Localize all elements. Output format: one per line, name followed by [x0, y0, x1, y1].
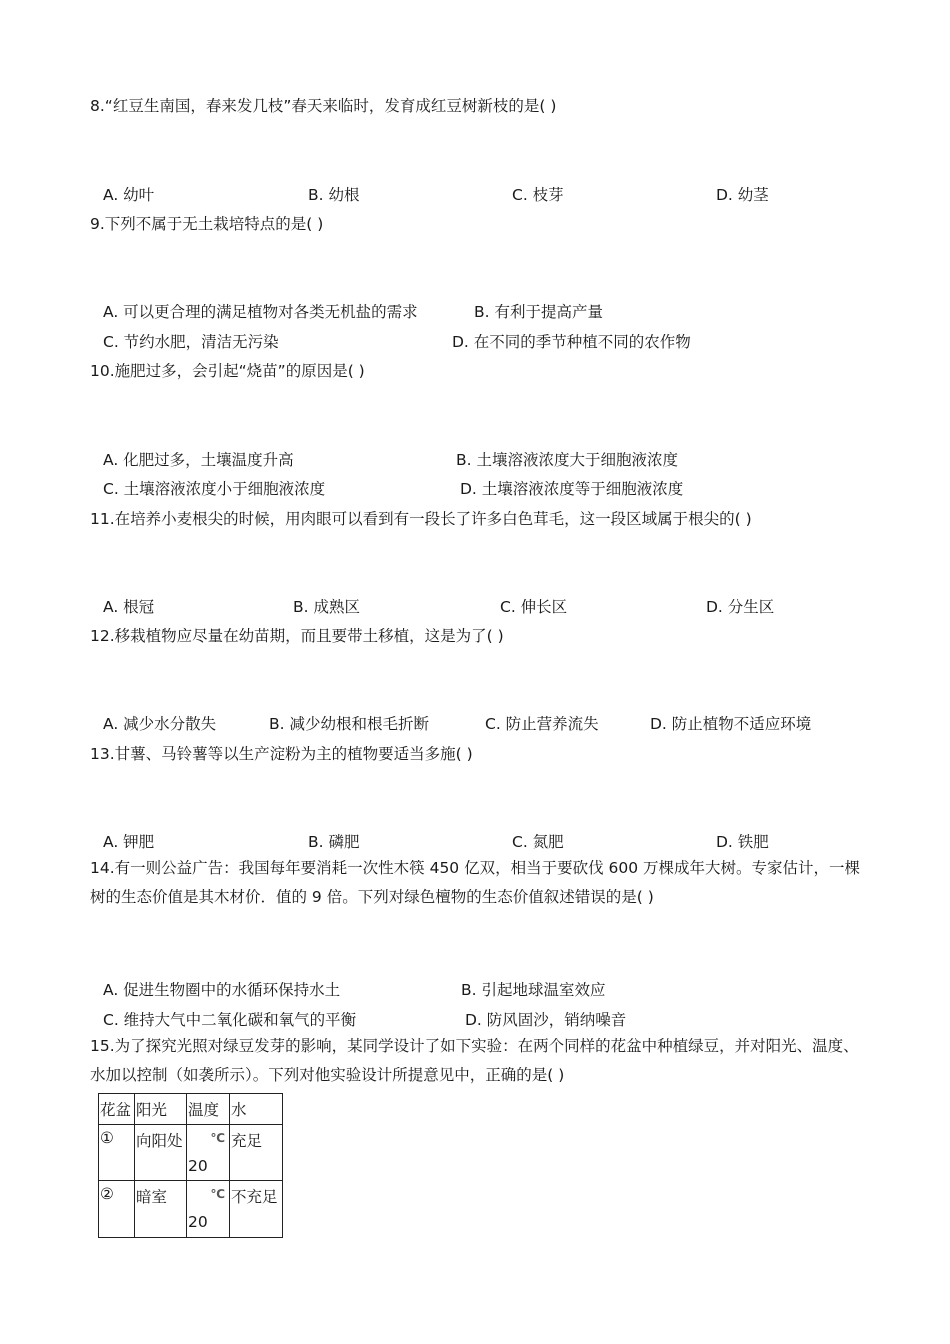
question-12-stem: 12.移栽植物应尽量在幼苗期，而且要带土移植，这是为了( ): [90, 627, 504, 645]
cell-sunlight: 向阳处: [135, 1125, 187, 1181]
header-water: 水: [230, 1094, 283, 1125]
question-8-option-a: A. 幼叶: [103, 186, 155, 204]
cell-pot: ②: [99, 1181, 135, 1238]
celsius-unit: ℃: [210, 1187, 225, 1201]
question-9-option-a: A. 可以更合理的满足植物对各类无机盐的需求: [103, 303, 418, 321]
question-13-option-c: C. 氮肥: [512, 833, 564, 851]
question-11-option-b: B. 成熟区: [293, 598, 360, 616]
question-12-option-c: C. 防止营养流失: [485, 715, 599, 733]
question-9-option-b: B. 有利于提高产量: [474, 303, 603, 321]
question-14-option-c: C. 维持大气中二氧化碳和氧气的平衡: [103, 1011, 357, 1029]
question-9-stem: 9.下列不属于无土栽培特点的是( ): [90, 215, 324, 233]
experiment-table: [98, 1093, 283, 1238]
question-15-stem: 15.为了探究光照对绿豆发芽的影响，某同学设计了如下实验：在两个同样的花盆中种植绿豆，并对阳光、温度、水加以控制（如袭所示）。下列对他实验设计所提意见中，正确的是( ): [90, 1037, 859, 1084]
cell-pot: ①: [99, 1125, 135, 1181]
cell-water: 充足: [230, 1125, 283, 1181]
question-14-option-b: B. 引起地球温室效应: [461, 981, 606, 999]
question-10-option-d: D. 土壤溶液浓度等于细胞液浓度: [460, 480, 684, 498]
question-11-stem: 11.在培养小麦根尖的时候，用肉眼可以看到有一段长了许多白色茸毛，这一段区域属于根尖的( ): [90, 510, 752, 528]
question-12-option-a: A. 减少水分散失: [103, 715, 217, 733]
question-8-option-b: B. 幼根: [308, 186, 360, 204]
question-14-option-d: D. 防风固沙，销纳噪音: [465, 1011, 627, 1029]
question-8-stem: 8.“红豆生南国，春来发几枝”春天来临时，发育成红豆树新枝的是( ): [90, 97, 557, 115]
question-8-option-c: C. 枝芽: [512, 186, 564, 204]
question-10-stem: 10.施肥过多，会引起“烧苗”的原因是( ): [90, 362, 365, 380]
question-9-option-c: C. 节约水肥，清洁无污染: [103, 333, 279, 351]
cell-water: 不充足: [230, 1181, 283, 1238]
cell-sunlight: 暗室: [135, 1181, 187, 1238]
table-row: [99, 1181, 283, 1238]
header-temperature: 温度: [187, 1094, 230, 1125]
celsius-unit: ℃: [210, 1131, 225, 1145]
question-13-option-d: D. 铁肥: [716, 833, 769, 851]
question-14-option-a: A. 促进生物圈中的水循环保持水土: [103, 981, 341, 999]
question-11-option-c: C. 伸长区: [500, 598, 568, 616]
table-row: [99, 1125, 283, 1181]
question-9-option-d: D. 在不同的季节种植不同的农作物: [452, 333, 691, 351]
question-10-option-b: B. 土壤溶液浓度大于细胞液浓度: [456, 451, 678, 469]
temperature-value: 20: [188, 1213, 208, 1231]
question-13-option-b: B. 磷肥: [308, 833, 360, 851]
question-14-stem: 14.有一则公益广告：我国每年要消耗一次性木筷 450 亿双，相当于要砍伐 600 万棵成年大树。专家估计，一棵树的生态价值是其木材价．值的 9 倍。下列对绿色檀物的生态价值叙述错误的是( ): [90, 859, 861, 906]
question-13-option-a: A. 钾肥: [103, 833, 155, 851]
question-8-option-d: D. 幼茎: [716, 186, 769, 204]
question-12-option-d: D. 防止植物不适应环境: [650, 715, 812, 733]
question-13-stem: 13.甘薯、马铃薯等以生产淀粉为主的植物要适当多施( ): [90, 745, 473, 763]
table-header-row: [99, 1094, 283, 1125]
question-10-option-a: A. 化肥过多，土壤温度升高: [103, 451, 294, 469]
header-sunlight: 阳光: [135, 1094, 187, 1125]
header-pot: 花盆: [99, 1094, 135, 1125]
question-11-option-d: D. 分生区: [706, 598, 775, 616]
temperature-value: 20: [188, 1157, 208, 1175]
question-12-option-b: B. 减少幼根和根毛折断: [269, 715, 429, 733]
cell-temperature: [187, 1125, 230, 1181]
question-11-option-a: A. 根冠: [103, 598, 155, 616]
question-10-option-c: C. 土壤溶液浓度小于细胞液浓度: [103, 480, 326, 498]
cell-temperature: [187, 1181, 230, 1238]
